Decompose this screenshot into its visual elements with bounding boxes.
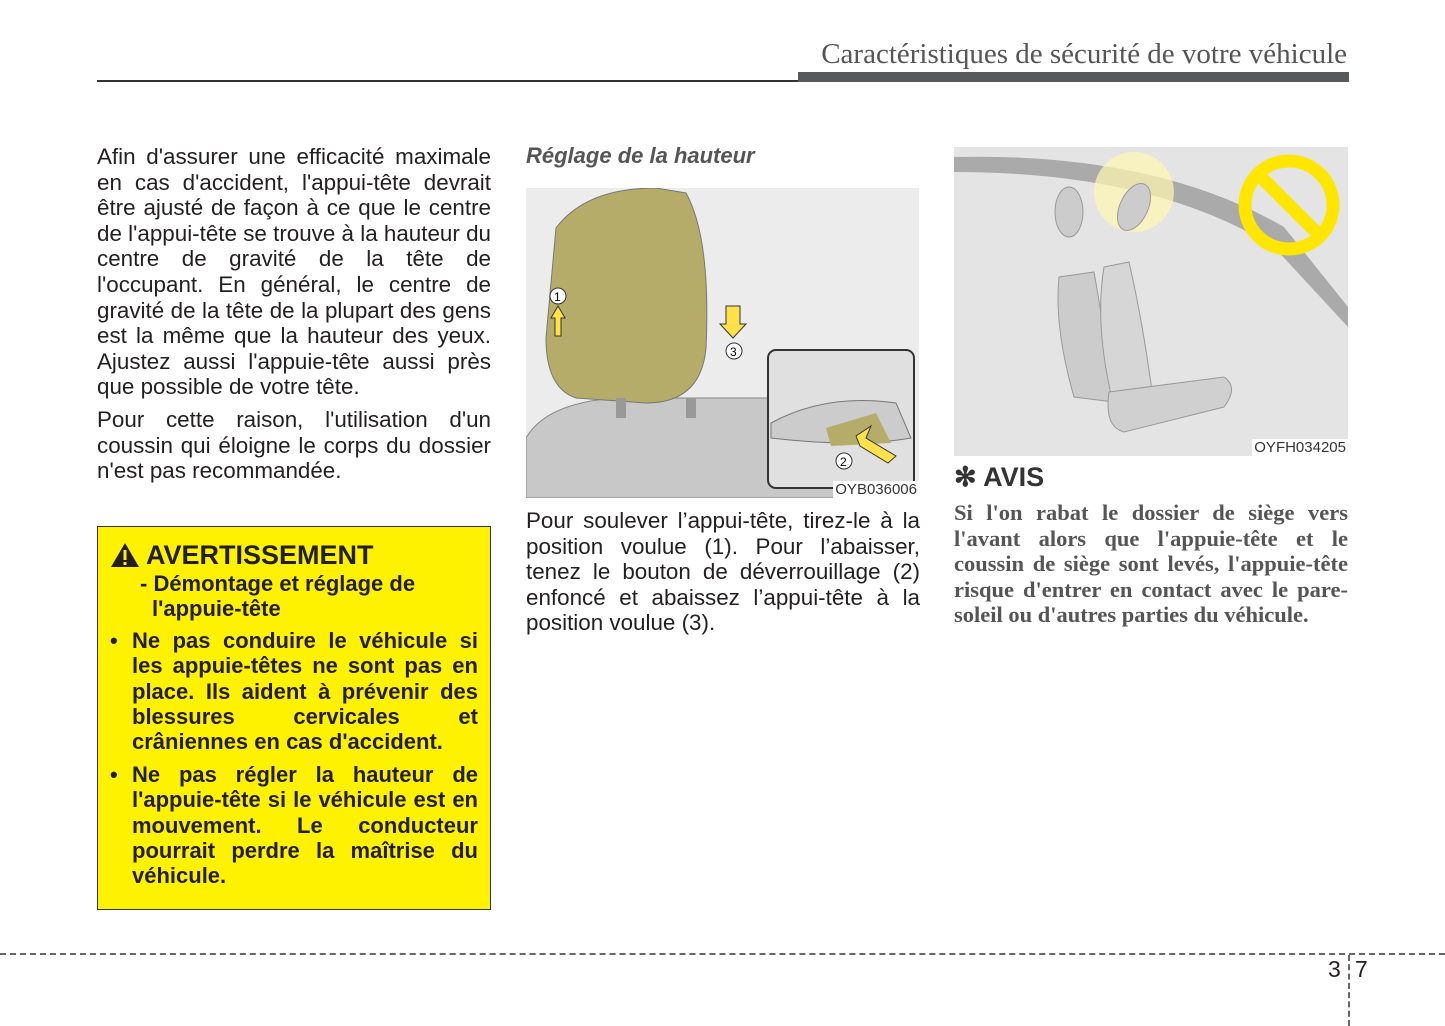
footer-rule bbox=[0, 953, 1445, 955]
callout-3: 3 bbox=[730, 345, 737, 359]
section-number: 3 bbox=[1328, 956, 1341, 982]
callout-2: 2 bbox=[840, 455, 847, 469]
warning-item: • Ne pas régler la hauteur de l'appuie-tête si le véhicule est en mouvement. Le conducteur pourrait perdre la maîtrise du véhicule. bbox=[110, 762, 478, 889]
warning-box bbox=[97, 526, 491, 910]
header-bar bbox=[798, 72, 1349, 82]
page-number: 7 bbox=[1355, 956, 1368, 982]
warning-item: • Ne pas conduire le véhicule si les appuie-têtes ne sont pas en place. Ils aident à prévenir des blessures cervicales et crâniennes en cas d'accident. bbox=[110, 628, 478, 755]
headrest-illustration bbox=[526, 188, 919, 498]
running-header: Caractéristiques de sécurité de votre véhicule bbox=[821, 38, 1347, 70]
image-code: OYFH034205 bbox=[1254, 439, 1346, 456]
image-code: OYB036006 bbox=[835, 481, 917, 498]
column-1 bbox=[97, 144, 491, 491]
warning-title: AVERTISSEMENT bbox=[146, 540, 374, 570]
footer-divider bbox=[1348, 955, 1350, 1026]
header-rule bbox=[97, 80, 799, 82]
warning-triangle-icon bbox=[110, 542, 140, 568]
seat-sunvisor-illustration bbox=[954, 147, 1348, 456]
column-2-text: Pour soulever l’appui-tête, tirez-le à la position voulue (1). Pour l’abaisser, tenez le bouton de déverrouillage (2) enfoncé et abaissez l’appui-tête à la position voulue (3). bbox=[526, 508, 920, 636]
section-heading: Réglage de la hauteur bbox=[526, 143, 755, 168]
paragraph: Afin d'assurer une efficacité maximale en cas d'accident, l'appui-tête devrait être ajusté de façon à ce que le centre de l'appui-tête se trouve à la hauteur du centre de gravité de la tête de l'occupant. En général, le centre de gravité de la tête de la plupart des gens est la même que la hauteur des yeux. Ajustez aussi l'appuie-tête aussi près que possible de votre tête. bbox=[97, 144, 491, 400]
notice-title: ✻ AVIS bbox=[954, 462, 1045, 492]
notice-text: Si l'on rabat le dossier de siège vers l'avant alors que l'appuie-tête et le coussin de siège sont levés, l'appuie-tête risque d'entrer en contact avec le pare-soleil ou d'autres parties du véhicule. bbox=[954, 500, 1348, 628]
warning-subtitle: - Démontage et réglage de l'appuie-tête bbox=[140, 571, 416, 622]
callout-1: 1 bbox=[554, 290, 561, 304]
paragraph: Pour cette raison, l'utilisation d'un coussin qui éloigne le corps du dossier n'est pas recommandée. bbox=[97, 406, 491, 484]
